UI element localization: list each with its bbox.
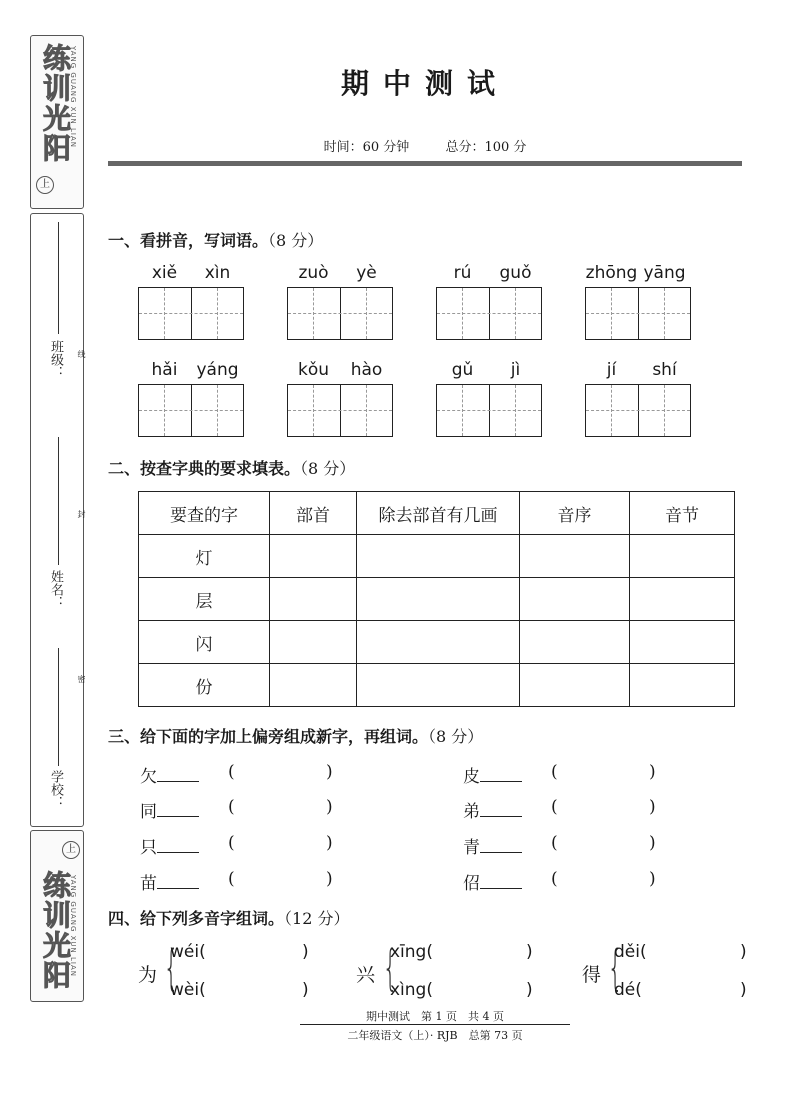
section4-heading: 四、给下列多音字组词。 [108, 909, 285, 928]
paren-open[interactable]: ( [228, 869, 235, 889]
school-label: 学校： [48, 770, 63, 809]
footer-divider [300, 1024, 570, 1025]
writing-grid[interactable] [585, 287, 691, 340]
logo-bottom [30, 830, 84, 1002]
radical-item [140, 762, 199, 787]
base-char: 弟 [463, 802, 480, 822]
radical-item [463, 833, 522, 858]
writing-grid[interactable] [585, 384, 691, 437]
writing-grid[interactable] [138, 287, 244, 340]
pinyin-syllable: kǒu [297, 360, 330, 380]
reading-pinyin: děi( [614, 942, 647, 962]
paren-open[interactable]: ( [228, 833, 235, 853]
new-char-blank[interactable] [157, 763, 199, 782]
new-char-blank[interactable] [157, 870, 199, 889]
section2-title [108, 456, 355, 479]
new-char-blank[interactable] [480, 763, 522, 782]
time-limit: 时间：60 分钟 [323, 140, 410, 155]
row-char: 份 [139, 664, 270, 707]
radical-item [463, 869, 522, 894]
page-title: 期中测试 [340, 67, 509, 100]
section1-score: （8 分） [268, 231, 324, 250]
paren-close: ) [649, 869, 656, 889]
exam-info [108, 136, 742, 155]
brace-icon: { [607, 940, 623, 996]
base-char: 青 [463, 838, 480, 858]
logo-char: 阳 [42, 132, 71, 165]
pinyin-syllable: jí [606, 360, 617, 380]
reading-item [170, 980, 206, 1000]
section1-heading: 一、看拼音，写词语。 [108, 231, 269, 250]
reading-item [390, 980, 433, 1000]
polyphone-char: 得 [582, 964, 602, 986]
answer-cell[interactable] [357, 535, 520, 578]
paren-close: ) [326, 833, 333, 853]
new-char-blank[interactable] [157, 834, 199, 853]
answer-cell[interactable] [520, 535, 630, 578]
header-syllable: 音节 [630, 492, 735, 535]
logo-subtitle: YANG GUANG XUN LIAN [69, 875, 77, 977]
footer-total: 二年级语文（上）· RJB 总第 73 页 [347, 1029, 523, 1042]
paren-close: ) [326, 762, 333, 782]
row-char: 灯 [139, 535, 270, 578]
secret-char: 密 [77, 675, 86, 683]
logo-char: 练 [42, 42, 71, 75]
class-label: 班级： [48, 340, 63, 379]
table-row [139, 664, 735, 707]
answer-cell[interactable] [520, 621, 630, 664]
logo-char: 光 [42, 929, 71, 962]
header-radical: 部首 [270, 492, 357, 535]
new-char-blank[interactable] [480, 870, 522, 889]
answer-cell[interactable] [630, 578, 735, 621]
answer-cell[interactable] [357, 578, 520, 621]
new-char-blank[interactable] [480, 798, 522, 817]
base-char: 欠 [140, 767, 157, 787]
polyphone-char: 兴 [356, 964, 376, 986]
pinyin-label [585, 360, 691, 380]
writing-grid[interactable] [287, 384, 393, 437]
name-line [58, 437, 59, 565]
writing-grid[interactable] [436, 287, 542, 340]
logo-char: 训 [42, 72, 71, 105]
paren-close: ) [649, 833, 656, 853]
pinyin-syllable: yè [356, 263, 377, 283]
section3-title [108, 724, 483, 747]
new-char-blank[interactable] [157, 798, 199, 817]
answer-paren[interactable]: ) [302, 980, 309, 1000]
section3-heading: 三、给下面的字加上偏旁组成新字，再组词。 [108, 727, 429, 746]
writing-grid[interactable] [287, 287, 393, 340]
base-char: 苗 [140, 874, 157, 894]
logo-char: 光 [42, 102, 71, 135]
paren-open[interactable]: ( [551, 869, 558, 889]
logo-subtitle: YANG GUANG XUN LIAN [69, 46, 77, 148]
paren-close: ) [326, 869, 333, 889]
answer-cell[interactable] [270, 535, 357, 578]
section2-score: （8 分） [300, 459, 356, 478]
answer-paren[interactable]: ) [526, 942, 533, 962]
school-line [58, 648, 59, 766]
brace-icon: { [382, 940, 398, 996]
section4-score: （12 分） [284, 909, 350, 928]
answer-cell[interactable] [630, 621, 735, 664]
reading-item [390, 942, 433, 962]
answer-cell[interactable] [630, 535, 735, 578]
binding-strip [30, 213, 84, 827]
header-strokes: 除去部首有几画 [357, 492, 520, 535]
footer-page: 期中测试 第 1 页 共 4 页 [366, 1010, 504, 1023]
radical-item [140, 869, 199, 894]
reading-item [170, 942, 206, 962]
paren-open[interactable]: ( [551, 797, 558, 817]
paren-open[interactable]: ( [551, 833, 558, 853]
pinyin-syllable: rú [453, 263, 472, 283]
answer-paren[interactable]: ) [740, 942, 747, 962]
answer-cell[interactable] [520, 664, 630, 707]
line-char: 线 [77, 350, 86, 358]
answer-paren[interactable]: ) [526, 980, 533, 1000]
pinyin-label [138, 263, 244, 283]
base-char: 只 [140, 838, 157, 858]
polyphone-char: 为 [138, 964, 158, 986]
answer-cell[interactable] [270, 578, 357, 621]
table-row [139, 578, 735, 621]
pinyin-label [287, 360, 393, 380]
paren-close: ) [649, 797, 656, 817]
base-char: 皮 [463, 767, 480, 787]
base-char: 同 [140, 802, 157, 822]
dictionary-table [138, 491, 735, 707]
reading-item [614, 980, 642, 1000]
pinyin-syllable: xìn [204, 263, 231, 283]
reading-pinyin: xìng( [390, 980, 433, 1000]
pinyin-syllable: yáng [196, 360, 239, 380]
logo-mark: 上 [36, 176, 54, 194]
table-header-row [139, 492, 735, 535]
section4-title [108, 906, 349, 929]
answer-paren[interactable]: ) [740, 980, 747, 1000]
reading-pinyin: wèi( [170, 980, 206, 1000]
radical-item [463, 797, 522, 822]
paren-close: ) [649, 762, 656, 782]
paren-open[interactable]: ( [228, 797, 235, 817]
pinyin-label [436, 360, 542, 380]
logo-mark: 上 [62, 841, 80, 859]
section1-title [108, 228, 323, 251]
reading-pinyin: wéi( [170, 942, 206, 962]
pinyin-syllable: yāng [643, 263, 686, 283]
answer-paren[interactable]: ) [302, 942, 309, 962]
pinyin-syllable: jì [510, 360, 521, 380]
paren-open[interactable]: ( [551, 762, 558, 782]
answer-cell[interactable] [630, 664, 735, 707]
section3-score: （8 分） [428, 727, 484, 746]
answer-cell[interactable] [270, 664, 357, 707]
pinyin-label [436, 263, 542, 283]
header-char: 要查的字 [139, 492, 270, 535]
pinyin-label [585, 263, 691, 283]
pinyin-syllable: zuò [298, 263, 329, 283]
class-line [58, 222, 59, 334]
seal-char: 封 [77, 510, 86, 518]
logo-char: 练 [42, 869, 71, 902]
answer-cell[interactable] [357, 621, 520, 664]
row-char: 层 [139, 578, 270, 621]
logo-char: 训 [42, 899, 71, 932]
pinyin-syllable: zhōng [585, 263, 638, 283]
reading-pinyin: dé( [614, 980, 642, 1000]
pinyin-syllable: gǔ [451, 360, 474, 380]
pinyin-label [287, 263, 393, 283]
radical-item [140, 797, 199, 822]
reading-item [614, 942, 647, 962]
new-char-blank[interactable] [480, 834, 522, 853]
logo-top [30, 35, 84, 209]
paren-close: ) [326, 797, 333, 817]
table-row [139, 535, 735, 578]
pinyin-syllable: hào [350, 360, 383, 380]
writing-grid[interactable] [436, 384, 542, 437]
pinyin-label [138, 360, 244, 380]
header-divider [108, 161, 742, 166]
radical-item [140, 833, 199, 858]
reading-pinyin: xīng( [390, 942, 433, 962]
pinyin-syllable: xiě [151, 263, 178, 283]
brace-icon: { [163, 940, 179, 996]
pinyin-syllable: guǒ [499, 263, 532, 283]
paren-open[interactable]: ( [228, 762, 235, 782]
radical-item [463, 762, 522, 787]
row-char: 闪 [139, 621, 270, 664]
name-label: 姓名： [48, 570, 63, 609]
base-char: 佋 [463, 874, 480, 894]
answer-cell[interactable] [357, 664, 520, 707]
pinyin-syllable: shí [652, 360, 677, 380]
table-row [139, 621, 735, 664]
header-initial: 音序 [520, 492, 630, 535]
pinyin-syllable: hǎi [151, 360, 178, 380]
answer-cell[interactable] [270, 621, 357, 664]
answer-cell[interactable] [520, 578, 630, 621]
logo-char: 阳 [42, 959, 71, 992]
section2-heading: 二、按查字典的要求填表。 [108, 459, 301, 478]
total-score: 总分：100 分 [445, 140, 527, 155]
writing-grid[interactable] [138, 384, 244, 437]
